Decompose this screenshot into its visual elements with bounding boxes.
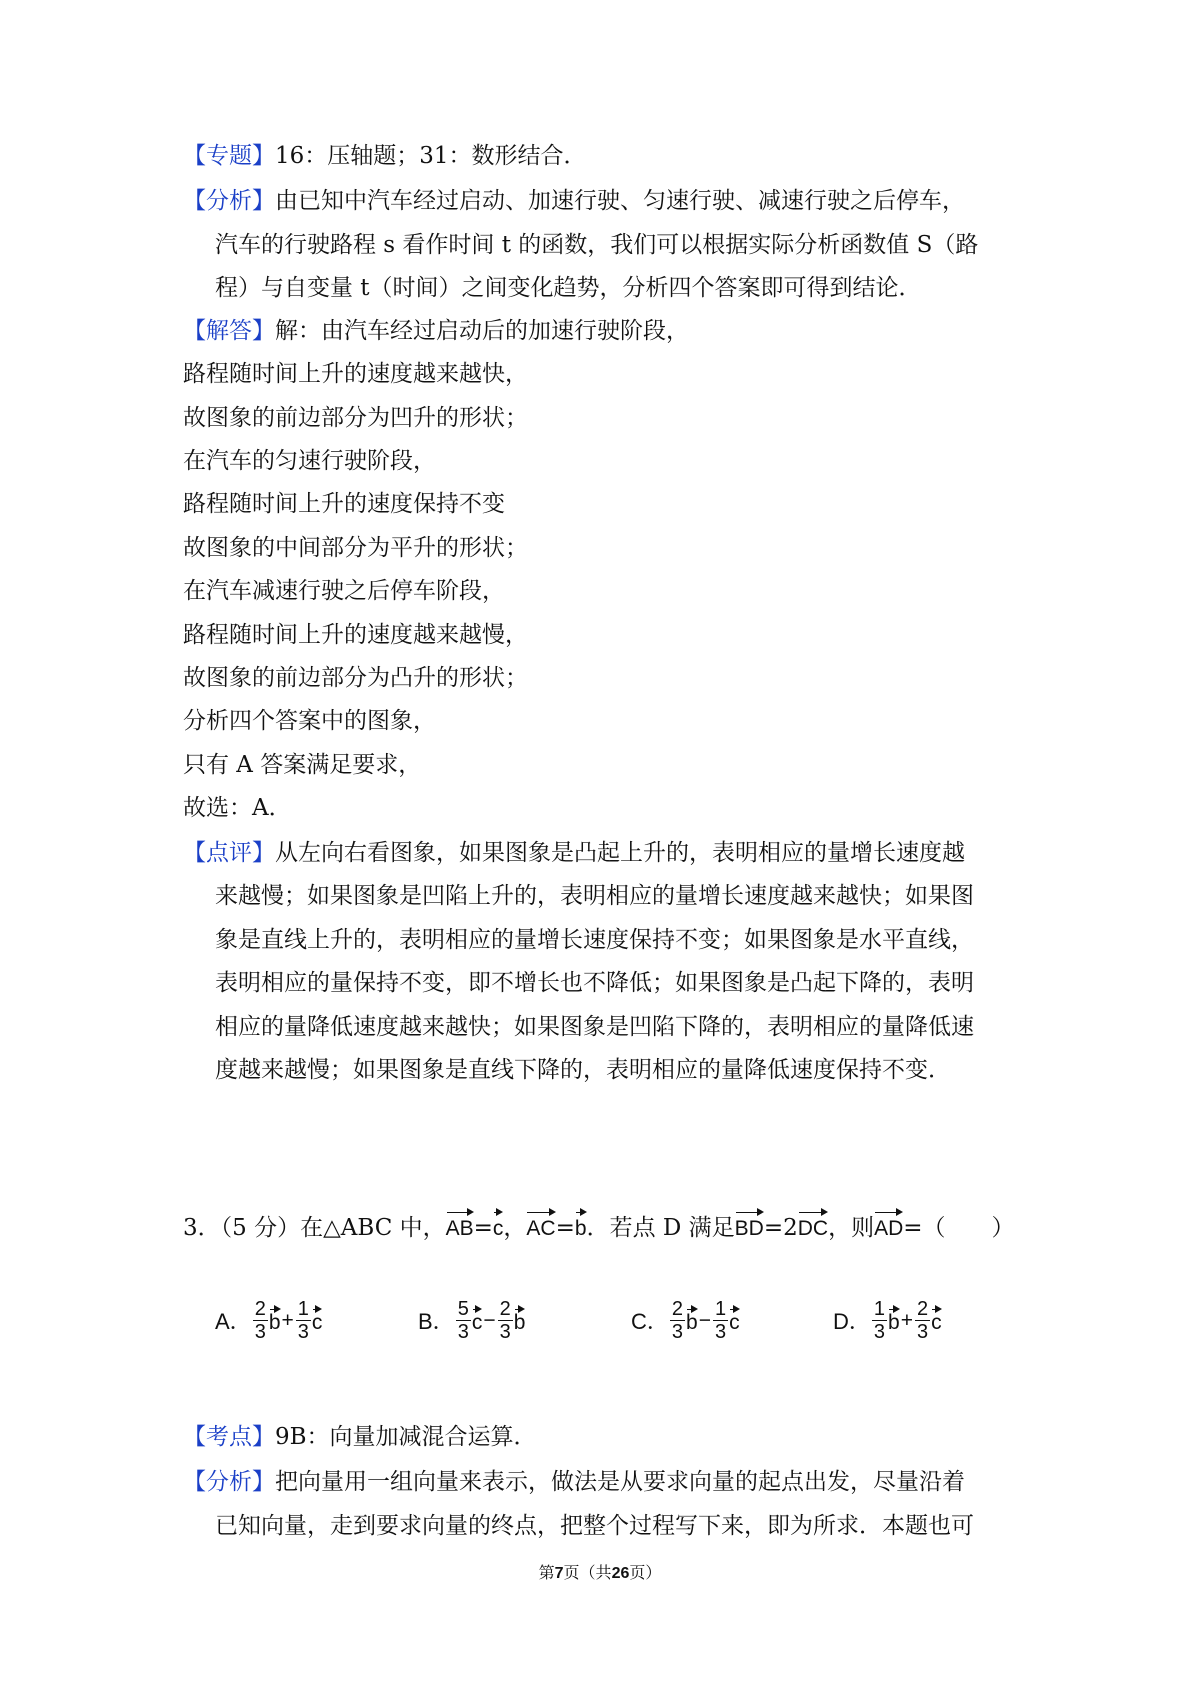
comment-line: 度越来越慢；如果图象是直线下降的，表明相应的量降低速度保持不变．	[215, 1057, 951, 1083]
topic-line	[183, 141, 587, 171]
solution-line: 分析四个答案中的图象，	[183, 708, 436, 734]
numerator: 1	[873, 1298, 886, 1320]
keypoint-text: 9B：向量加减混合运算．	[275, 1424, 537, 1450]
vector: b	[888, 1307, 900, 1335]
denominator: 3	[297, 1321, 309, 1343]
equals-two: =2	[763, 1215, 798, 1241]
keypoint-line	[183, 1422, 537, 1452]
fraction	[670, 1298, 685, 1343]
denominator: 3	[457, 1321, 469, 1343]
question-score: （5 分）在△ABC 中，	[220, 1215, 446, 1241]
solution-line: 路程随时间上升的速度越来越慢，	[183, 622, 528, 648]
solution-line: 在汽车的匀速行驶阶段，	[183, 448, 436, 474]
fraction	[456, 1298, 471, 1343]
solution-line: 在汽车减速行驶之后停车阶段，	[183, 578, 505, 604]
vector-c: c	[493, 1210, 504, 1244]
analysis2-text: 把向量用一组向量来表示，做法是从要求向量的起点出发，尽量沿着	[275, 1469, 965, 1495]
solution-text: 解：由汽车经过启动后的加速行驶阶段，	[275, 318, 689, 344]
topic-text: 16：压轴题；31：数形结合．	[275, 143, 587, 169]
option-label: C．	[631, 1309, 669, 1334]
solution-line: 故图象的前边部分为凸升的形状；	[183, 665, 528, 691]
comment-line: 表明相应的量保持不变，即不增长也不降低；如果图象是凸起下降的，表明	[215, 970, 974, 996]
fraction	[253, 1298, 268, 1343]
numerator: 2	[499, 1298, 511, 1320]
analysis-line-3: 程）与自变量 t（时间）之间变化趋势，分析四个答案即可得到结论．	[215, 275, 922, 301]
option-d[interactable]	[833, 1298, 942, 1343]
fraction	[713, 1298, 728, 1343]
vector: b	[269, 1307, 281, 1335]
question-end: =（ ）	[903, 1215, 1015, 1241]
numerator: 2	[916, 1298, 929, 1320]
vector: b	[514, 1307, 526, 1335]
comment-line: 象是直线上升的，表明相应的量增长速度保持不变；如果图象是水平直线，	[215, 927, 974, 953]
page-footer	[0, 1560, 1200, 1583]
topic-tag: 【专题】	[183, 143, 275, 169]
vector: b	[686, 1307, 698, 1335]
vector: c	[931, 1307, 942, 1335]
denominator: 3	[671, 1321, 684, 1343]
operator: +	[900, 1308, 913, 1332]
fraction	[915, 1298, 930, 1343]
operator: +	[281, 1308, 294, 1332]
equals-sign: =	[555, 1215, 575, 1241]
solution-line: 路程随时间上升的速度越来越快，	[183, 361, 528, 387]
comment-text: 从左向右看图象，如果图象是凸起上升的，表明相应的量增长速度越	[275, 840, 965, 866]
keypoint-tag: 【考点】	[183, 1424, 275, 1450]
vector: c	[472, 1307, 483, 1335]
footer-post: 页）	[629, 1565, 662, 1582]
option-b[interactable]	[418, 1298, 525, 1343]
denominator: 3	[873, 1321, 886, 1343]
solution-line-1	[183, 316, 689, 346]
question-number: 3．	[183, 1215, 221, 1241]
vector-dc: DC	[798, 1210, 828, 1244]
comment-line-1	[183, 838, 965, 868]
footer-mid: 页（共	[563, 1565, 612, 1582]
denominator: 3	[254, 1321, 266, 1343]
analysis2-line-2: 已知向量，走到要求向量的终点，把整个过程写下来，即为所求．本题也可	[215, 1513, 974, 1539]
fraction	[498, 1298, 513, 1343]
numerator: 1	[297, 1298, 309, 1320]
denominator: 3	[916, 1321, 929, 1343]
numerator: 2	[671, 1298, 684, 1320]
comment-line: 来越慢；如果图象是凹陷上升的，表明相应的量增长速度越来越快；如果图	[215, 883, 974, 909]
question-mid: ．若点 D 满足	[586, 1215, 735, 1241]
numerator: 2	[254, 1298, 266, 1320]
vector-ac: AC	[526, 1210, 555, 1244]
option-label: B．	[418, 1309, 455, 1334]
total-pages: 26	[611, 1565, 630, 1582]
denominator: 3	[714, 1321, 727, 1343]
option-c[interactable]	[631, 1298, 740, 1343]
denominator: 3	[499, 1321, 511, 1343]
analysis-line-2: 汽车的行驶路程 s 看作时间 t 的函数，我们可以根据实际分析函数值 S（路	[215, 232, 979, 258]
numerator: 5	[457, 1298, 469, 1320]
option-label: D．	[833, 1309, 871, 1334]
equals-sign: =	[473, 1215, 493, 1241]
solution-line: 只有 A 答案满足要求，	[183, 752, 422, 778]
operator: −	[698, 1308, 711, 1332]
solution-line: 故图象的前边部分为凹升的形状；	[183, 405, 528, 431]
solution-tag: 【解答】	[183, 318, 275, 344]
vector: c	[312, 1307, 323, 1335]
vector-ad: AD	[874, 1210, 903, 1244]
analysis-text: 由已知中汽车经过启动、加速行驶、匀速行驶、减速行驶之后停车，	[275, 188, 965, 214]
footer-pre: 第	[538, 1565, 555, 1582]
comma: ，	[503, 1215, 527, 1241]
comment-line: 相应的量降低速度越来越快；如果图象是凹陷下降的，表明相应的量降低速	[215, 1014, 974, 1040]
solution-line: 故选：A．	[183, 795, 292, 821]
vector-ab: AB	[446, 1210, 474, 1244]
solution-line: 故图象的中间部分为平升的形状；	[183, 535, 528, 561]
question-3	[183, 1210, 1015, 1244]
analysis-line-1	[183, 186, 965, 216]
option-label: A．	[215, 1309, 252, 1334]
option-a[interactable]	[215, 1298, 322, 1343]
analysis-tag: 【分析】	[183, 188, 275, 214]
operator: −	[483, 1308, 496, 1332]
analysis2-line-1	[183, 1467, 965, 1497]
page-number: 7	[554, 1565, 564, 1582]
comment-tag: 【点评】	[183, 840, 275, 866]
solution-line: 路程随时间上升的速度保持不变	[183, 491, 505, 517]
numerator: 1	[714, 1298, 727, 1320]
vector: c	[729, 1307, 740, 1335]
fraction	[296, 1298, 311, 1343]
vector-b: b	[575, 1210, 587, 1244]
question-then: ，则	[828, 1215, 875, 1241]
fraction	[872, 1298, 887, 1343]
vector-bd: BD	[735, 1210, 764, 1244]
analysis2-tag: 【分析】	[183, 1469, 275, 1495]
